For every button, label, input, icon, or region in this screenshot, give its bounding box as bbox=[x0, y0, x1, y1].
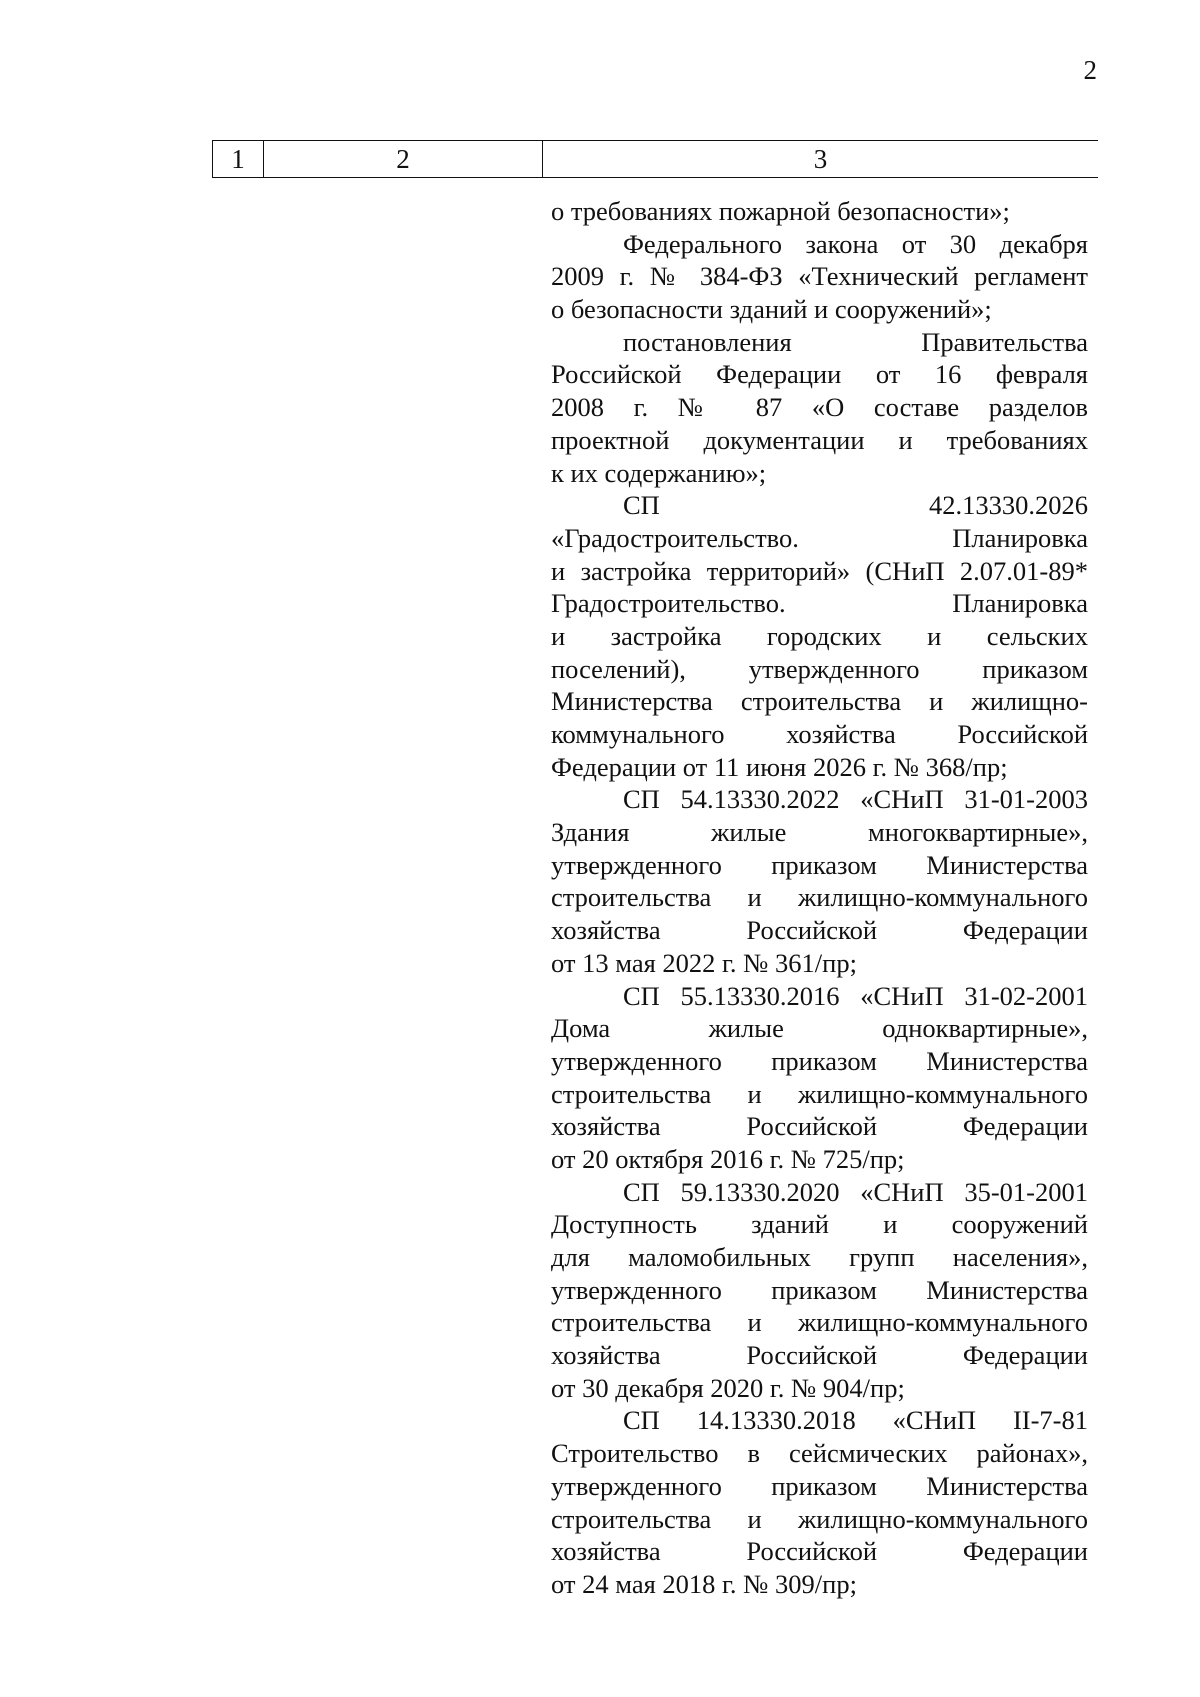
text-line: утвержденного приказом Министерства bbox=[551, 1470, 1088, 1501]
text-line: хозяйства Российской Федерации bbox=[551, 915, 1088, 946]
text-line: строительства и жилищно-коммунального bbox=[551, 1503, 1088, 1534]
text-line: от 30 декабря 2020 г. № 904/пр; bbox=[551, 1372, 905, 1403]
text-line: утвержденного приказом Министерства bbox=[551, 849, 1088, 880]
column-3-text bbox=[551, 195, 1088, 1601]
text-line: Доступность зданий и сооружений bbox=[551, 1209, 1088, 1240]
page-number: 2 bbox=[1083, 55, 1097, 85]
table-header-col-1: 1 bbox=[212, 141, 264, 177]
text-line: от 20 октября 2016 г. № 725/пр; bbox=[551, 1143, 905, 1174]
text-line: Министерства строительства и жилищно- bbox=[551, 686, 1088, 717]
text-line: СП 54.13330.2022 «СНиП 31-01-2003 bbox=[623, 784, 1088, 815]
text-line: Федерации от 11 июня 2026 г. № 368/пр; bbox=[551, 751, 1008, 782]
text-line: о безопасности зданий и сооружений»; bbox=[551, 294, 992, 325]
text-line: утвержденного приказом Министерства bbox=[551, 1274, 1088, 1305]
text-line: Российской Федерации от 16 февраля bbox=[551, 359, 1088, 390]
text-line: Дома жилые одноквартирные», bbox=[551, 1013, 1088, 1044]
text-line: о требованиях пожарной безопасности»; bbox=[551, 196, 1010, 226]
text-line: хозяйства Российской Федерации bbox=[551, 1111, 1088, 1142]
text-line: к их содержанию»; bbox=[551, 457, 767, 488]
text-line: от 24 мая 2018 г. № 309/пр; bbox=[551, 1568, 857, 1599]
text-line: постановления Правительства bbox=[623, 326, 1088, 357]
text-line: и застройка территорий» (СНиП 2.07.01-89* bbox=[551, 555, 1088, 586]
text-line: «Градостроительство. Планировка bbox=[551, 522, 1088, 553]
text-line: СП 14.13330.2018 «СНиП II-7-81 bbox=[623, 1405, 1088, 1436]
text-line: Здания жилые многоквартирные», bbox=[551, 817, 1088, 848]
text-line: поселений), утвержденного приказом bbox=[551, 653, 1088, 684]
text-line: СП 59.13330.2020 «СНиП 35-01-2001 bbox=[623, 1176, 1088, 1207]
text-line: 2009 г. № 384-ФЗ «Технический регламент bbox=[551, 261, 1088, 292]
text-line: для маломобильных групп населения», bbox=[551, 1242, 1088, 1272]
text-line: строительства и жилищно-коммунального bbox=[551, 1307, 1088, 1338]
table-header-row bbox=[212, 140, 1098, 178]
text-line: Градостроительство. Планировка bbox=[551, 588, 1088, 619]
text-line: и застройка городских и сельских bbox=[551, 620, 1088, 651]
text-line: СП 42.13330.2026 bbox=[623, 490, 1088, 521]
text-line: СП 55.13330.2016 «СНиП 31-02-2001 bbox=[623, 980, 1088, 1011]
text-line: Федерального закона от 30 декабря bbox=[623, 228, 1088, 259]
text-line: проектной документации и требованиях bbox=[551, 424, 1088, 455]
text-line: строительства и жилищно-коммунального bbox=[551, 1078, 1088, 1109]
text-line: 2008 г. № 87 «О составе разделов bbox=[551, 392, 1088, 423]
table-header-col-3: 3 bbox=[813, 143, 828, 174]
text-line: хозяйства Российской Федерации bbox=[551, 1340, 1088, 1371]
text-line: хозяйства Российской Федерации bbox=[551, 1536, 1088, 1567]
table-header-col-2: 2 bbox=[264, 141, 543, 177]
text-line: Строительство в сейсмических районах», bbox=[551, 1438, 1088, 1469]
text-line: коммунального хозяйства Российской bbox=[551, 719, 1088, 749]
text-line: утвержденного приказом Министерства bbox=[551, 1045, 1088, 1076]
text-line: строительства и жилищно-коммунального bbox=[551, 882, 1088, 913]
text-line: от 13 мая 2022 г. № 361/пр; bbox=[551, 947, 857, 978]
